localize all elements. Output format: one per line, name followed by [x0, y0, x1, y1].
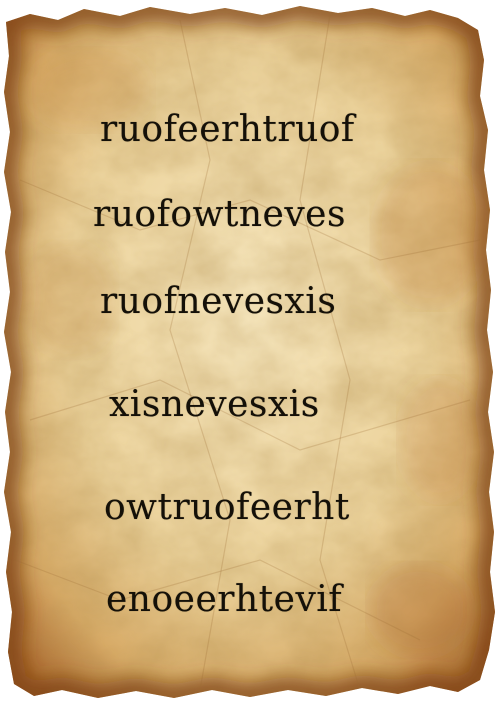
word-line-4: xisnevesxis: [109, 384, 320, 425]
word-line-2: ruofowtneves: [93, 194, 346, 235]
word-line-5: owtruofeerht: [104, 487, 350, 528]
word-line-6: enoeerhtevif: [106, 579, 343, 620]
word-line-3: ruofnevesxis: [100, 281, 337, 322]
word-line-1: ruofeerhtruof: [100, 109, 355, 150]
